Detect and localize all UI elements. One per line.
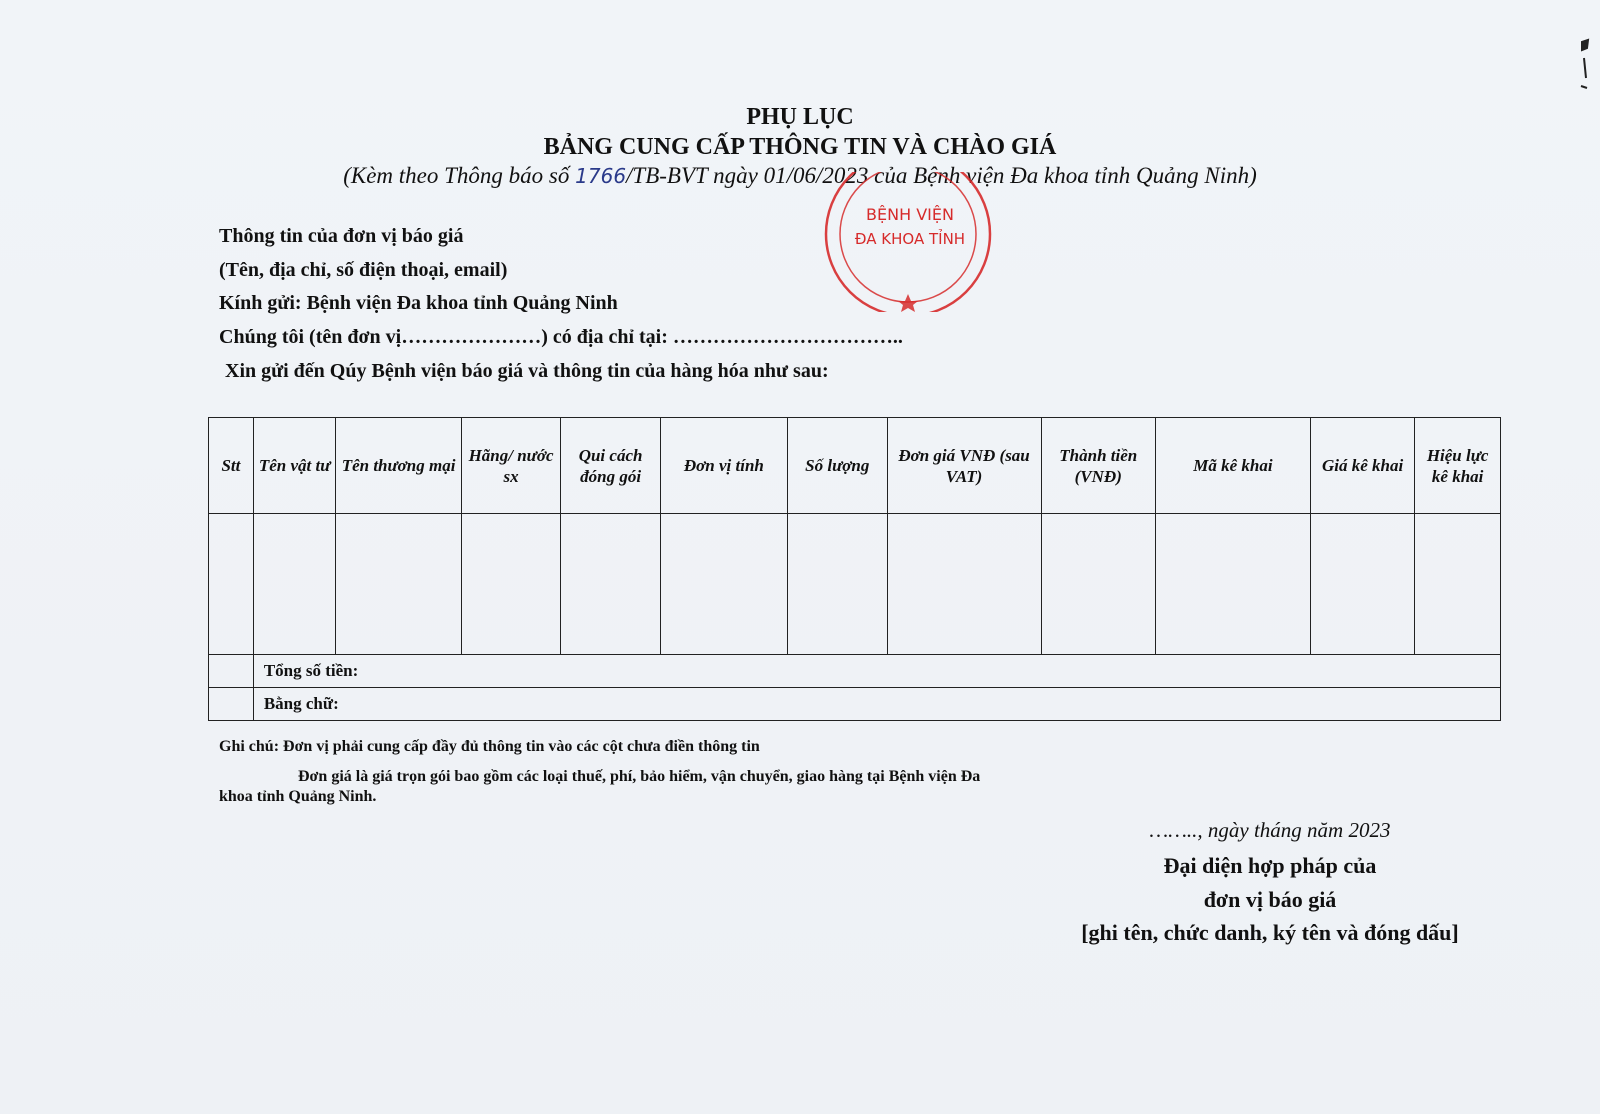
signature-role-line2: đơn vị báo giá: [1203, 887, 1337, 912]
cell-material-name[interactable]: [253, 514, 336, 655]
col-manufacturer: Hãng/ nước sx: [461, 418, 561, 514]
table-header-row: [209, 418, 1501, 514]
info-line-4: Chúng tôi (tên đơn vị…………………) có địa chỉ tại: ……………………………..: [219, 326, 903, 348]
note-line-3: khoa tỉnh Quảng Ninh.: [219, 788, 377, 805]
info-line-1: Thông tin của đơn vị báo giá: [219, 225, 464, 247]
document-title: PHỤ LỤC: [746, 104, 854, 130]
amount-in-words-label[interactable]: Bằng chữ:: [253, 688, 1500, 721]
signature-role-line1: Đại diện hợp pháp của: [1163, 853, 1377, 878]
reference-line: [0, 163, 1600, 189]
info-line-2: (Tên, địa chỉ, số điện thoại, email): [219, 259, 508, 281]
col-packaging: Qui cách đóng gói: [561, 418, 660, 514]
cell-trade-name[interactable]: [336, 514, 461, 655]
col-material-name: Tên vật tư: [253, 418, 336, 514]
signature-date-line: …….., ngày tháng năm 2023: [1149, 818, 1391, 842]
cell-quantity[interactable]: [788, 514, 888, 655]
reference-suffix: /TB-BVT ngày 01/06/2023 của Bệnh viện Đa khoa tỉnh Quảng Ninh): [626, 163, 1257, 188]
col-stt: Stt: [209, 418, 254, 514]
signature-instruction: [ghi tên, chức danh, ký tên và đóng dấu]: [1081, 920, 1459, 945]
in-words-row-stub: [209, 688, 254, 721]
total-row: [209, 655, 1501, 688]
in-words-row: [209, 688, 1501, 721]
cell-packaging[interactable]: [561, 514, 660, 655]
col-unit: Đơn vị tính: [660, 418, 787, 514]
cell-total[interactable]: [1041, 514, 1155, 655]
handwritten-number: 1766: [575, 164, 627, 188]
stamp-line2: ĐA KHOA TỈNH: [854, 230, 966, 248]
col-quantity: Số lượng: [788, 418, 888, 514]
cell-manufacturer[interactable]: [461, 514, 561, 655]
stamp-star-icon: [898, 294, 918, 312]
col-trade-name: Tên thương mại: [336, 418, 461, 514]
cell-unit[interactable]: [660, 514, 787, 655]
col-declared-price: Giá kê khai: [1310, 418, 1414, 514]
note-line-1: Ghi chú: Đơn vị phải cung cấp đầy đủ thông tin vào các cột chưa điền thông tin: [219, 738, 760, 755]
total-row-stub: [209, 655, 254, 688]
table-row: [209, 514, 1501, 655]
col-declaration-validity: Hiệu lực kê khai: [1415, 418, 1501, 514]
col-unit-price: Đơn giá VNĐ (sau VAT): [887, 418, 1041, 514]
cell-declared-price[interactable]: [1310, 514, 1414, 655]
cell-stt[interactable]: [209, 514, 254, 655]
info-line-3: Kính gửi: Bệnh viện Đa khoa tỉnh Quảng Ninh: [219, 292, 618, 314]
col-declaration-code: Mã kê khai: [1155, 418, 1310, 514]
hospital-stamp: [818, 172, 998, 312]
info-line-5: Xin gửi đến Qúy Bệnh viện báo giá và thông tin của hàng hóa như sau:: [225, 360, 829, 382]
quote-table: [208, 417, 1501, 721]
note-line-2: Đơn giá là giá trọn gói bao gồm các loại thuế, phí, bảo hiểm, vận chuyển, giao hàng tại Bệnh viện Đa: [298, 768, 981, 785]
cell-unit-price[interactable]: [887, 514, 1041, 655]
document-subtitle: BẢNG CUNG CẤP THÔNG TIN VÀ CHÀO GIÁ: [543, 134, 1057, 160]
cell-declaration-code[interactable]: [1155, 514, 1310, 655]
reference-prefix: (Kèm theo Thông báo số: [343, 163, 576, 188]
cell-declaration-validity[interactable]: [1415, 514, 1501, 655]
col-total: Thành tiền (VNĐ): [1041, 418, 1155, 514]
scan-edge-mark: [1578, 38, 1594, 98]
stamp-line1: BỆNH VIỆN: [866, 205, 954, 224]
total-amount-label[interactable]: Tổng số tiền:: [253, 655, 1500, 688]
